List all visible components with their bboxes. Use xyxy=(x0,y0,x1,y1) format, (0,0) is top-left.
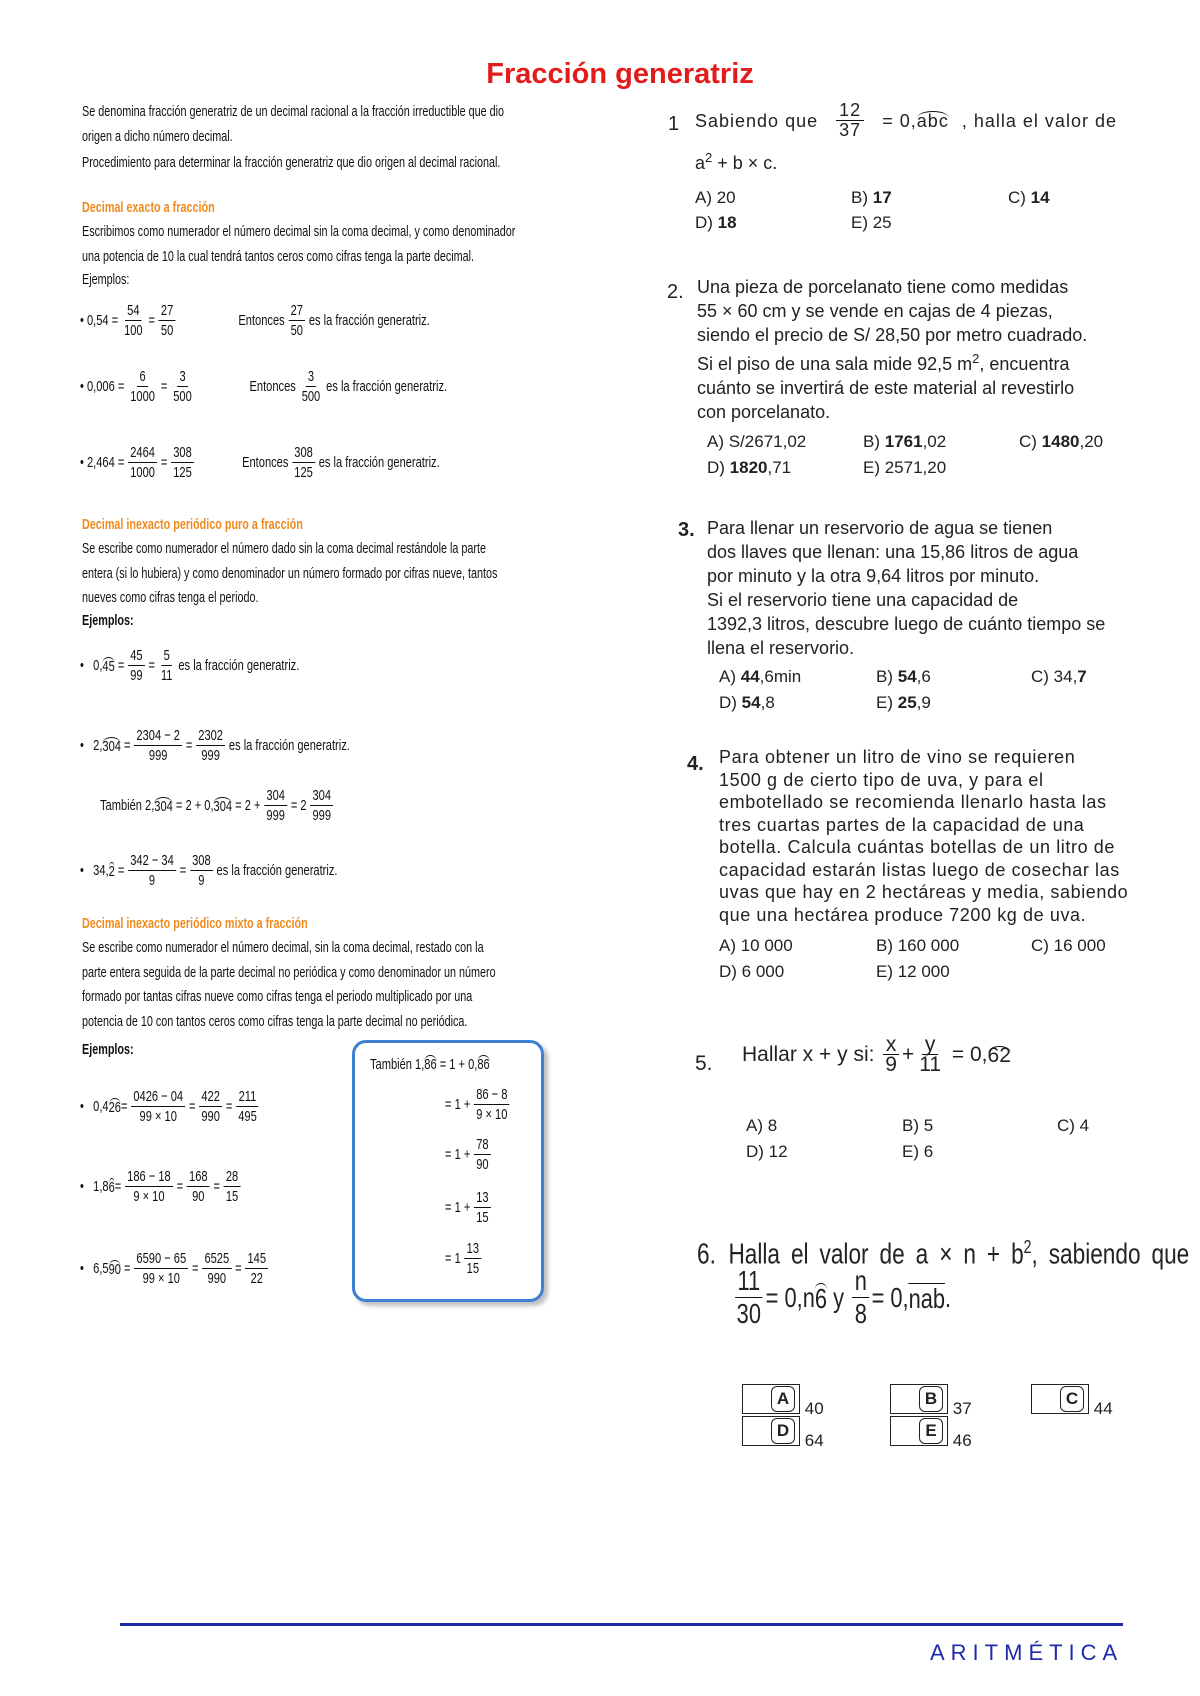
q6-option-c[interactable]: C 44 xyxy=(1031,1384,1113,1419)
example-exact-2: • 0,006 = $\frac{6}{1000}$ = $\frac{3}{500}$ Entonces $\frac{3}{500}$ es la fracción generatriz. xyxy=(80,368,448,405)
q1-option-a[interactable]: A) 20 xyxy=(695,188,736,207)
q5-option-d[interactable]: D) 12 xyxy=(746,1142,788,1161)
question-5-number: 5. xyxy=(695,1052,713,1075)
q5-option-e[interactable]: E) 6 xyxy=(902,1142,934,1161)
q2-option-b[interactable]: B) 1761,02 xyxy=(863,432,947,451)
q4-option-b[interactable]: B) 160 000 xyxy=(876,936,960,955)
section-mixed-text-3: formado por tantas cifras nueve como cifras tenga el periodo multiplicado por una xyxy=(82,988,473,1005)
q6-option-d-letter: D xyxy=(771,1418,795,1444)
footer-rule xyxy=(120,1623,1123,1626)
q6-option-a[interactable]: A 40 xyxy=(742,1384,824,1419)
q3-option-e[interactable]: E) 25,9 xyxy=(876,693,931,712)
question-6-line-2: $\frac{11}{30}$ = 0,n 6 y $\frac{n}{8}$ = 0, nab . xyxy=(736,1265,952,1329)
section-pure-heading: Decimal inexacto periódico puro a fracción xyxy=(82,516,303,533)
question-5-text: Hallar x + y si: $\frac{x}{9}$ + $\frac{y}{11}$ = 0, 62 xyxy=(742,1033,1011,1076)
example-pure-3: • 34, 2 = $\frac{342 - 34}{9}$ = $\frac{308}{9}$ es la fracción generatriz. xyxy=(80,852,338,889)
q4-option-e[interactable]: E) 12 000 xyxy=(876,962,950,981)
section-pure-text-1: Se escribe como numerador el número dado sin la coma decimal restándole la parte xyxy=(82,540,487,557)
section-exact-heading: Decimal exacto a fracción xyxy=(82,199,215,216)
q6-option-e-letter: E xyxy=(919,1418,943,1444)
section-pure-examples-label: Ejemplos: xyxy=(82,612,134,629)
section-pure-text-2: entera (si lo hubiera) y como denominador un número formado por cifras nueve, tantos xyxy=(82,565,498,582)
question-2-number: 2. xyxy=(667,281,684,303)
q6-option-d[interactable]: D 64 xyxy=(742,1416,824,1451)
intro-line-2: origen a dicho número decimal. xyxy=(82,128,233,145)
question-6-line-1: 6. Halla el valor de $a \times n + b^2$, sabiendo que xyxy=(697,1237,1190,1271)
intro-line-3: Procedimiento para determinar la fracción generatriz que dio origen al decimal racional. xyxy=(82,154,501,171)
example-exact-3: • 2,464 = $\frac{2464}{1000}$ = $\frac{308}{125}$ Entonces $\frac{308}{125}$ es la fracción generatriz. xyxy=(80,444,440,481)
page-title: Fracción generatriz xyxy=(486,58,754,90)
box-row-3: = 1 + $\frac{78}{90}$ xyxy=(445,1136,494,1173)
q1-option-d[interactable]: D) 18 xyxy=(695,213,737,232)
q2-option-a[interactable]: A) S/2671,02 xyxy=(707,432,807,451)
section-exact-text-2: una potencia de 10 la cual tendrá tantos ceros como cifras tenga la parte decimal. xyxy=(82,248,475,265)
section-mixed-heading: Decimal inexacto periódico mixto a fracción xyxy=(82,915,308,932)
box-row-4: = 1 + $\frac{13}{15}$ xyxy=(445,1189,494,1226)
q6-option-c-letter: C xyxy=(1060,1386,1084,1412)
question-3-number: 3. xyxy=(678,519,695,541)
q2-option-c[interactable]: C) 1480,20 xyxy=(1019,432,1104,451)
q6-option-e[interactable]: E 46 xyxy=(890,1416,972,1451)
q5-option-b[interactable]: B) 5 xyxy=(902,1116,934,1135)
q3-option-c[interactable]: C) 34,7 xyxy=(1031,667,1087,686)
q2-option-e[interactable]: E) 2571,20 xyxy=(863,458,947,477)
question-1-line-1: Sabiendo que $\frac{12}{37}$ = 0,abc , halla el valor de xyxy=(695,100,1117,140)
intro-line-1: Se denomina fracción generatriz de un decimal racional a la fracción irreductible que dio xyxy=(82,103,505,120)
section-mixed-text-1: Se escribe como numerador el número decimal, sin la coma decimal, restado con la xyxy=(82,939,484,956)
q4-option-c[interactable]: C) 16 000 xyxy=(1031,936,1106,955)
section-mixed-examples-label: Ejemplos: xyxy=(82,1041,134,1058)
section-exact-examples-label: Ejemplos: xyxy=(82,271,130,288)
question-1-line-2: $a^2 + b \times c$. xyxy=(695,150,778,173)
question-4-number: 4. xyxy=(687,753,704,775)
box-row-2: = 1 + $\frac{86 - 8}{9 \times 10}$ xyxy=(445,1086,513,1123)
example-pure-2-also: También 2, 304 = 2 + 0, 304 = 2 + $\frac{304}{999}$ = 2 $\frac{304}{999}$ xyxy=(100,787,337,824)
section-pure-text-3: nueves como cifras tenga el periodo. xyxy=(82,589,259,606)
q3-option-d[interactable]: D) 54,8 xyxy=(719,693,775,712)
question-4-text: Para obtener un litro de vino se requieren 1500 g de cierto tipo de uva, y para el embotellado se recomienda llenarlo hasta las tres cuartas partes de la capacidad de una botella. Calcula cuántas botellas de un litro de capacidad estarán listas luego de cosechar las uvas que hay en 2 hectáreas y media, sabiendo que una hectárea produce 7200 kg de uva. xyxy=(719,747,1129,925)
q5-option-a[interactable]: A) 8 xyxy=(746,1116,778,1135)
example-pure-2: • 2, 304 = $\frac{2304 - 2}{999}$ = $\frac{2302}{999}$ es la fracción generatriz. xyxy=(80,727,350,764)
q1-option-c[interactable]: C) 14 xyxy=(1008,188,1050,207)
q1-option-b[interactable]: B) 17 xyxy=(851,188,892,207)
example-mixed-3: • 6,5 90 = $\frac{6590 - 65}{99 \times 10}$ = $\frac{6525}{990}$ = $\frac{145}{22}$ xyxy=(80,1250,272,1287)
box-row-5: = 1 $\frac{13}{15}$ xyxy=(445,1240,485,1277)
question-3-text: Para llenar un reservorio de agua se tienen dos llaves que llenan: una 15,86 litros de agua por minuto y la otra 9,64 litros por minuto. Si el reservorio tiene una capacidad de 1392,3 litros, descubre luego de cuánto tiempo se llena el reservorio. xyxy=(707,518,1106,658)
q6-option-b-letter: B xyxy=(919,1386,943,1412)
example-pure-1: • 0, 45 = $\frac{45}{99}$ = $\frac{5}{11}$ es la fracción generatriz. xyxy=(80,647,300,684)
box-row-1: También 1, 86 = 1 + 0, 86 xyxy=(370,1055,490,1073)
q5-option-c[interactable]: C) 4 xyxy=(1057,1116,1090,1135)
question-1-number: 1 xyxy=(668,113,680,135)
example-mixed-2: • 1,8 6 = $\frac{186 - 18}{9 \times 10}$ = $\frac{168}{90}$ = $\frac{28}{15}$ xyxy=(80,1168,244,1205)
q4-option-d[interactable]: D) 6 000 xyxy=(719,962,785,981)
example-exact-1: • 0,54 = $\frac{54}{100}$ = $\frac{27}{50}$ Entonces $\frac{27}{50}$ es la fracción generatriz. xyxy=(80,302,430,339)
section-exact-text-1: Escribimos como numerador el número decimal sin la coma decimal, y como denominador xyxy=(82,223,516,240)
example-mixed-1: • 0,4 26 = $\frac{0426 - 04}{99 \times 10}$ = $\frac{422}{990}$ = $\frac{211}{495}$ xyxy=(80,1088,257,1125)
q2-option-d[interactable]: D) 1820,71 xyxy=(707,458,792,477)
footer-subject: ARITMÉTICA xyxy=(930,1640,1124,1665)
q6-option-b[interactable]: B 37 xyxy=(890,1384,972,1419)
q4-option-a[interactable]: A) 10 000 xyxy=(719,936,793,955)
section-mixed-text-4: potencia de 10 con tantos ceros como cifras tenga la parte decimal no periódica. xyxy=(82,1013,468,1030)
q3-option-b[interactable]: B) 54,6 xyxy=(876,667,931,686)
q3-option-a[interactable]: A) 44,6min xyxy=(719,667,802,686)
section-mixed-text-2: parte entera seguida de la parte decimal no periódica y como denominador un número xyxy=(82,964,496,981)
q1-option-e[interactable]: E) 25 xyxy=(851,213,892,232)
question-2-text: Una pieza de porcelanato tiene como medidas 55 × 60 cm y se vende en cajas de 4 piezas, siendo el precio de S/ 28,50 por metro cuadrado. Si el piso de una sala mide 92,5 $m^2$, encuentra cuánto se invertirá de este material al revestirlo con porcelanato. xyxy=(697,277,1088,422)
q6-option-a-letter: A xyxy=(771,1386,795,1412)
